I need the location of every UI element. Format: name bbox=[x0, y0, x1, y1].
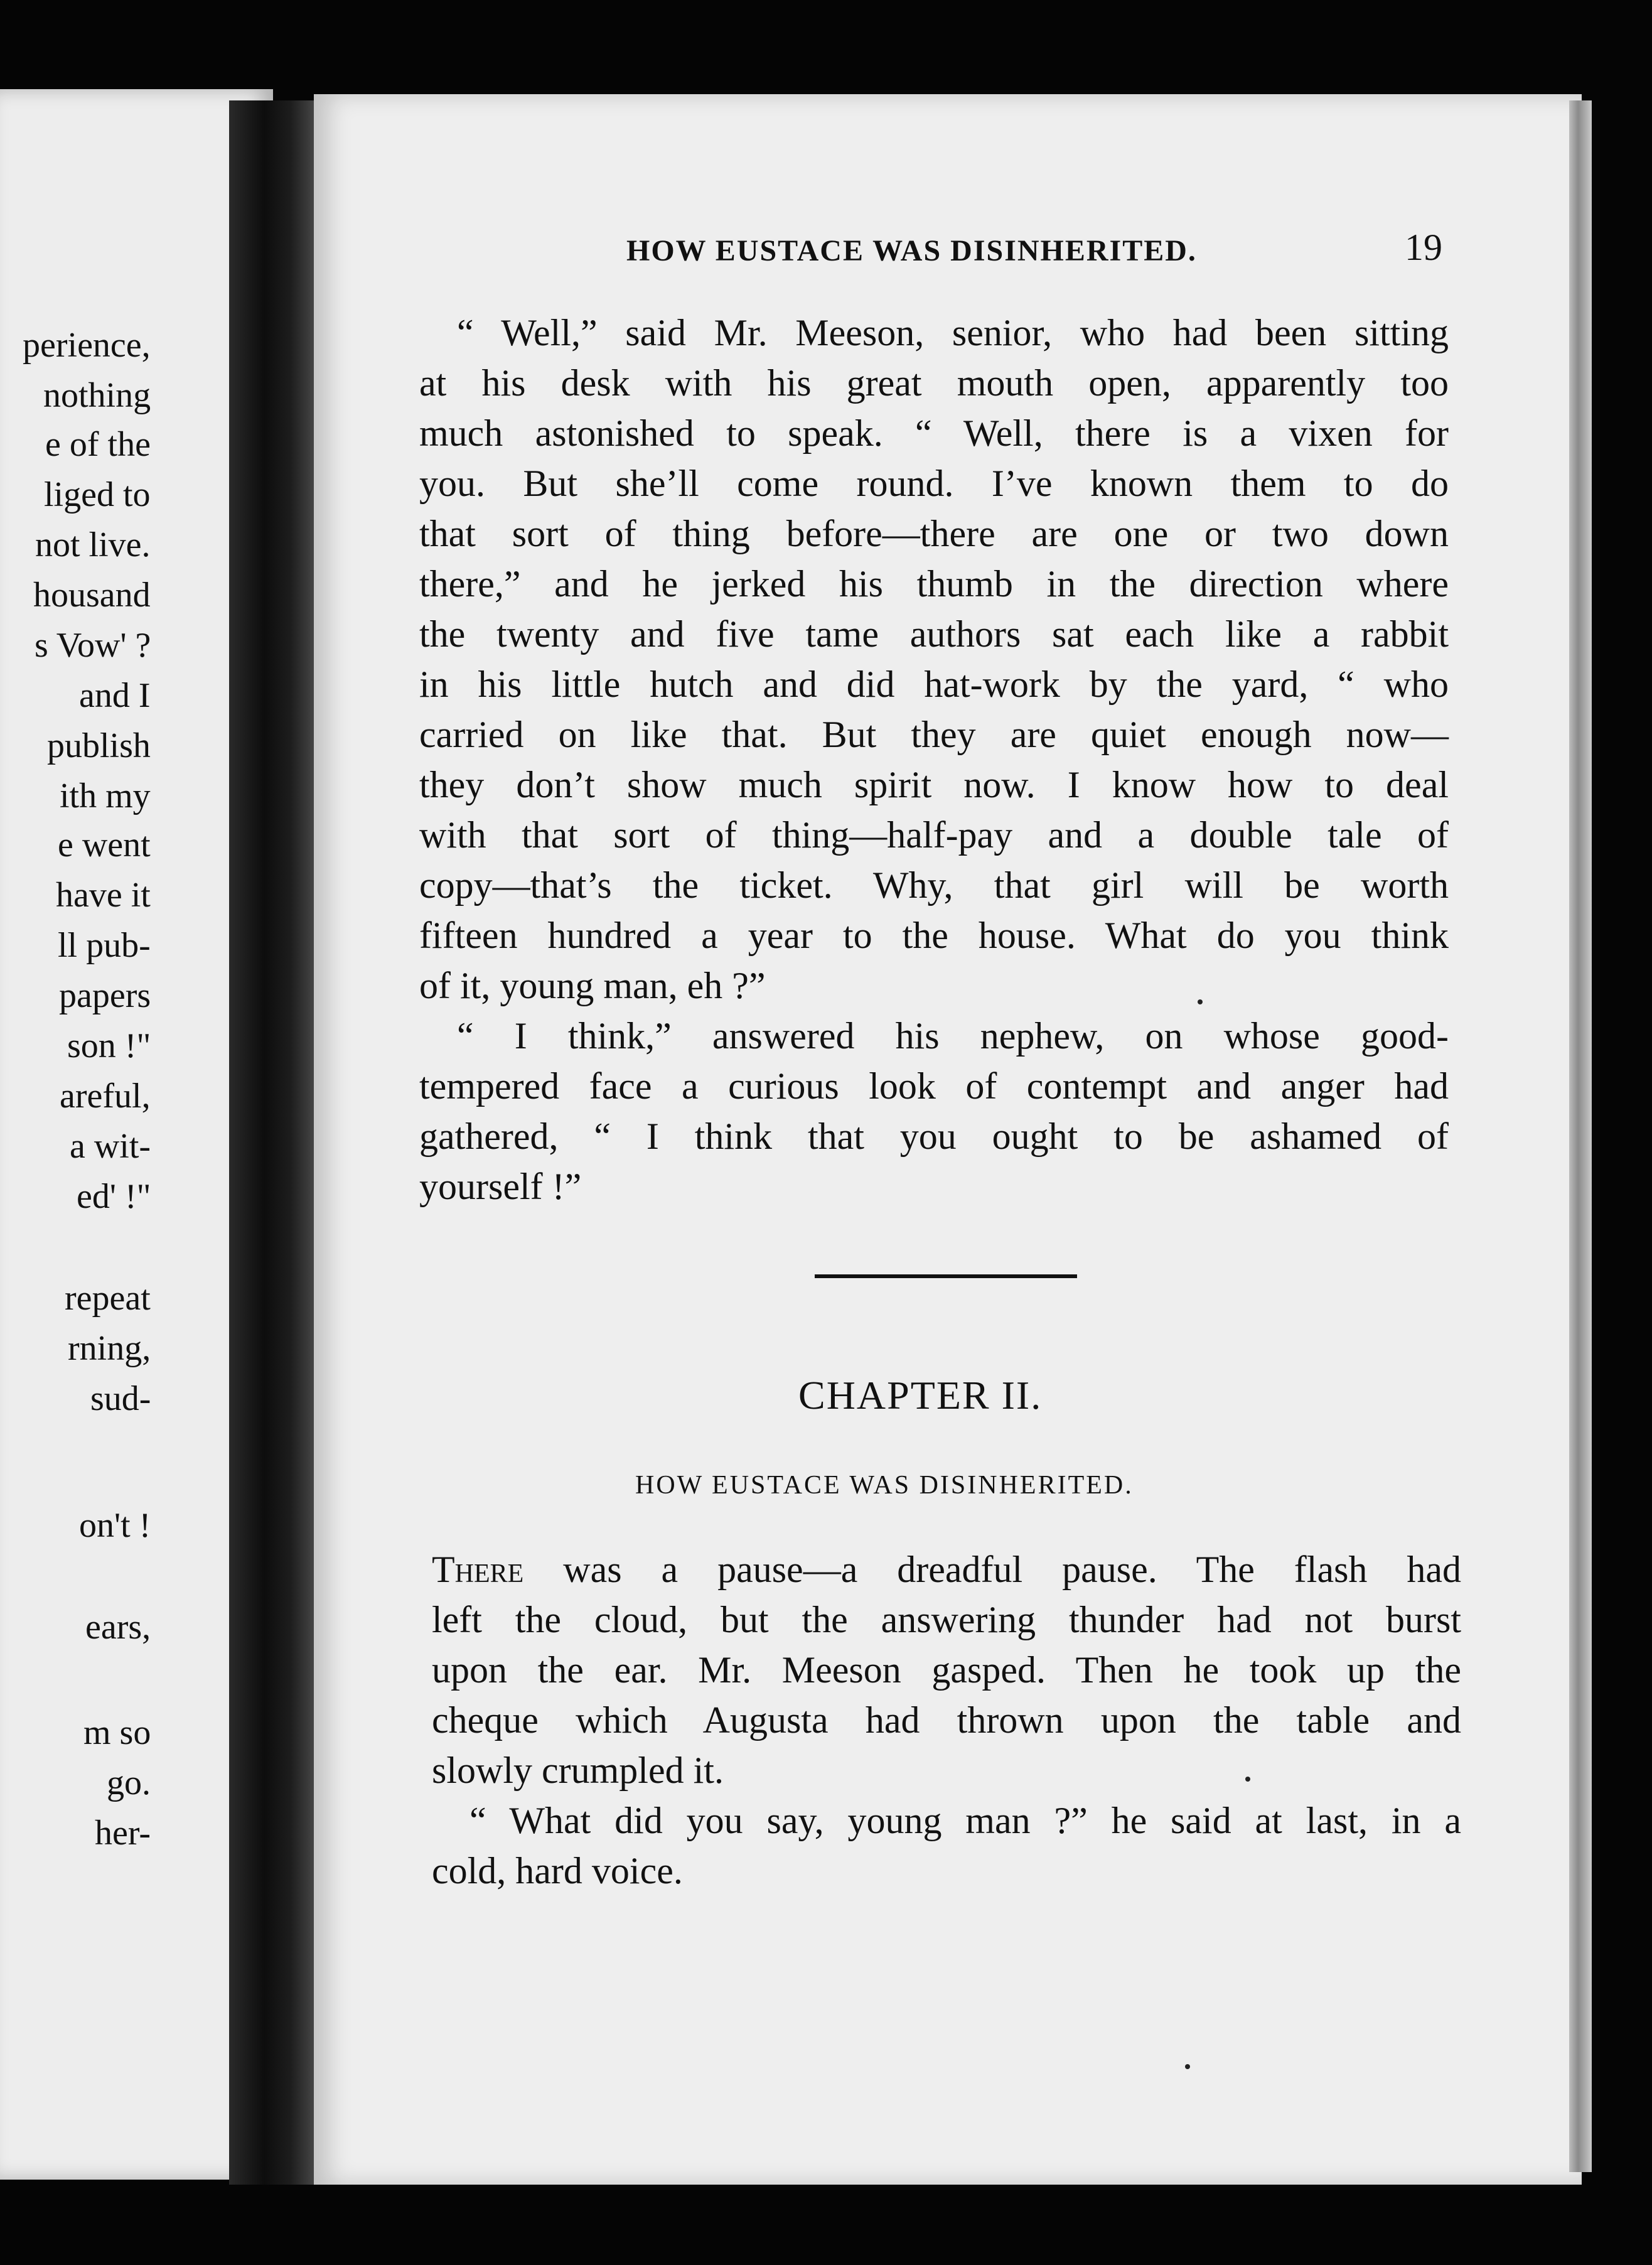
chapter-title: CHAPTER II. bbox=[798, 1373, 1043, 1418]
text-line: “ I think,” answered his nephew, on whose good- bbox=[457, 1015, 1449, 1057]
running-head: HOW EUSTACE WAS DISINHERITED. bbox=[626, 234, 1197, 267]
previous-page-line: s Vow' ? bbox=[35, 626, 151, 665]
page-edge bbox=[1569, 100, 1592, 2172]
text-line: the twenty and five tame authors sat each like a rabbit bbox=[419, 613, 1449, 655]
text-line: “ What did you say, young man ?” he said at last, in a bbox=[469, 1800, 1461, 1841]
previous-page-line: e went bbox=[58, 826, 151, 864]
previous-page-line: have it bbox=[56, 876, 151, 915]
previous-page-line: perience, bbox=[23, 326, 151, 365]
previous-page-line: ears, bbox=[85, 1608, 151, 1647]
text-line: cold, hard voice. bbox=[432, 1850, 683, 1891]
previous-page-line: son !" bbox=[67, 1026, 151, 1065]
previous-page-line: ed' !" bbox=[77, 1177, 151, 1216]
text-line: in his little hutch and did hat-work by the yard, “ who bbox=[419, 664, 1449, 705]
previous-page-line: and I bbox=[79, 676, 151, 715]
previous-page-line: ll pub- bbox=[58, 926, 151, 965]
previous-page-line: not live. bbox=[35, 525, 151, 564]
text-line: much astonished to speak. “ Well, there is a vixen for bbox=[419, 412, 1449, 454]
text-line: there,” and he jerked his thumb in the direction where bbox=[419, 563, 1449, 605]
previous-page-line: rning, bbox=[68, 1329, 151, 1368]
first-line-rest: was a pause—a dreadful pause. The flash had bbox=[523, 1549, 1461, 1590]
previous-page-line: on't ! bbox=[79, 1506, 151, 1545]
text-line: they don’t show much spirit now. I know how to deal bbox=[419, 764, 1449, 805]
previous-page-line: nothing bbox=[43, 376, 151, 415]
text-line: you. But she’ll come round. I’ve known them to do bbox=[419, 463, 1449, 504]
text-line: carried on like that. But they are quiet enough now— bbox=[419, 714, 1449, 755]
page-number: 19 bbox=[1405, 227, 1442, 268]
ink-speck bbox=[1185, 2064, 1190, 2069]
previous-page-line: housand bbox=[33, 576, 151, 615]
previous-page-line: a wit- bbox=[70, 1127, 151, 1166]
text-line: with that sort of thing—half-pay and a double tale of bbox=[419, 814, 1449, 856]
text-line: tempered face a curious look of contempt and anger had bbox=[419, 1065, 1449, 1107]
text-line: upon the ear. Mr. Meeson gasped. Then he took up the bbox=[432, 1649, 1461, 1691]
previous-page-line: repeat bbox=[65, 1279, 151, 1318]
text-line bbox=[432, 1544, 1461, 1595]
text-line: yourself !” bbox=[419, 1166, 582, 1207]
text-line: left the cloud, but the answering thunder had not burst bbox=[432, 1599, 1461, 1640]
text-line: that sort of thing before—there are one or two down bbox=[419, 513, 1449, 554]
previous-page-line: e of the bbox=[45, 425, 151, 464]
section-divider bbox=[815, 1274, 1077, 1278]
ink-speck bbox=[1198, 999, 1203, 1004]
previous-page-line: sud- bbox=[90, 1379, 151, 1418]
text-line: of it, young man, eh ?” bbox=[419, 965, 766, 1006]
chapter-subtitle: HOW EUSTACE WAS DISINHERITED. bbox=[635, 1471, 1134, 1500]
book-gutter bbox=[229, 100, 317, 2185]
previous-page-line: ith my bbox=[60, 777, 151, 815]
text-line: copy—that’s the ticket. Why, that girl will be worth bbox=[419, 864, 1449, 906]
ink-speck bbox=[1245, 1777, 1250, 1782]
drop-word: There bbox=[432, 1549, 524, 1590]
text-line: at his desk with his great mouth open, apparently too bbox=[419, 362, 1449, 404]
previous-page-line: liged to bbox=[44, 475, 151, 514]
text-line: “ Well,” said Mr. Meeson, senior, who had been sitting bbox=[457, 312, 1449, 353]
previous-page-line: her- bbox=[95, 1814, 151, 1853]
text-line: slowly crumpled it. bbox=[432, 1750, 724, 1791]
previous-page-line: papers bbox=[59, 976, 151, 1015]
previous-page-line: areful, bbox=[60, 1077, 151, 1116]
previous-page-line: m so bbox=[83, 1713, 151, 1752]
previous-page-line: publish bbox=[47, 726, 151, 765]
text-line: fifteen hundred a year to the house. What do you think bbox=[419, 915, 1449, 956]
text-line: cheque which Augusta had thrown upon the table and bbox=[432, 1699, 1461, 1741]
text-line: gathered, “ I think that you ought to be ashamed of bbox=[419, 1116, 1449, 1157]
previous-page-line: go. bbox=[107, 1763, 151, 1802]
